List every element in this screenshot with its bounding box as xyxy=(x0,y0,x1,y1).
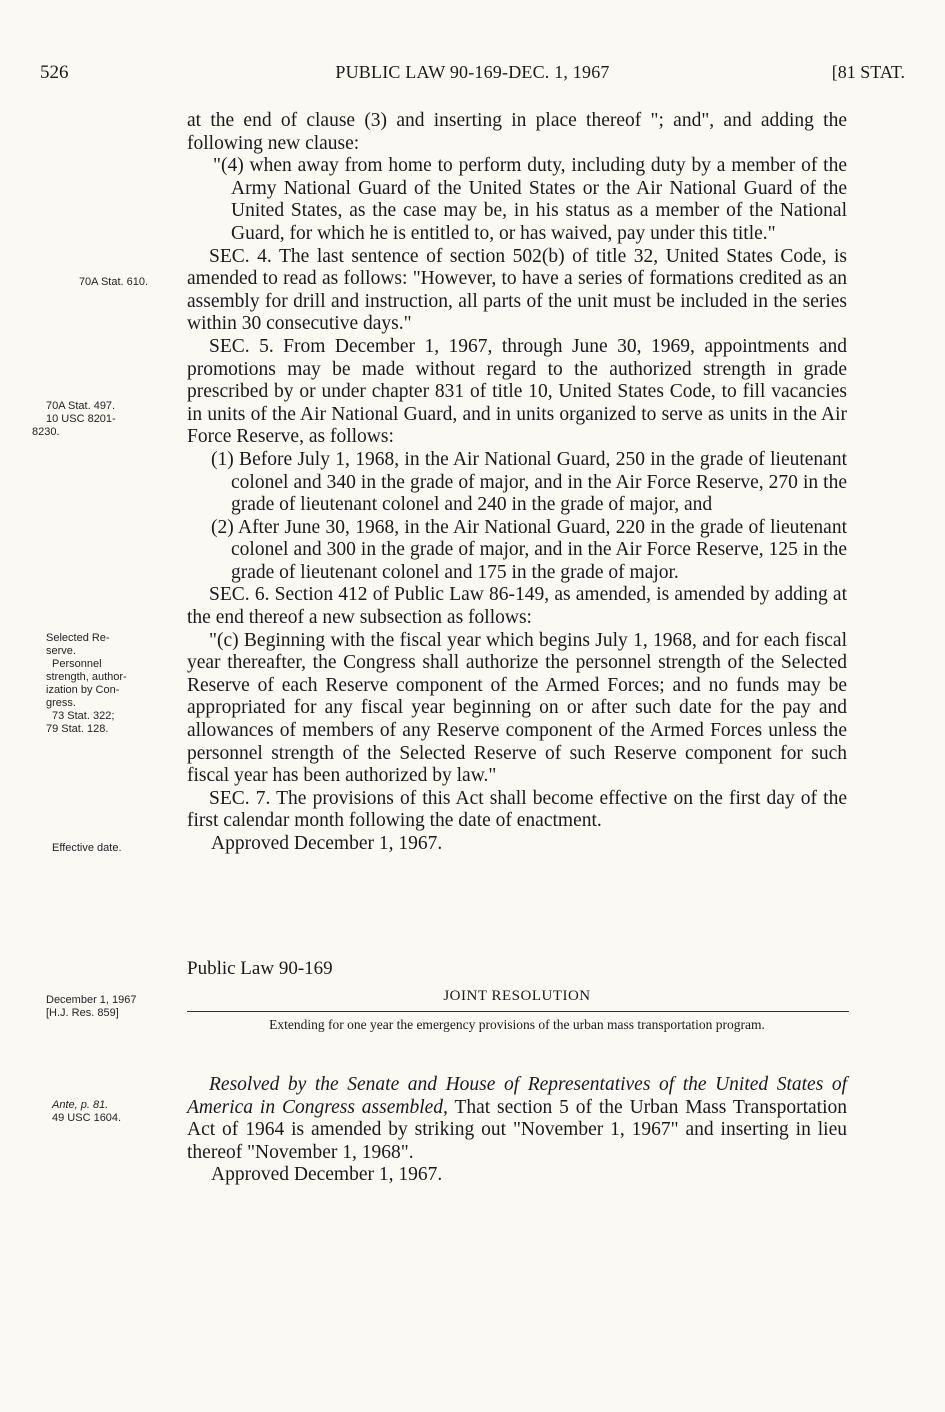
approved-date-1: Approved December 1, 1967. xyxy=(211,833,443,854)
divider-rule xyxy=(187,1011,849,1012)
page-header xyxy=(40,62,905,92)
section-5: SEC. 5. From December 1, 1967, through June 30, 1969, appointments and promotions may be made without regard to the authorized strength in grade prescribed by or under chapter 831 of title 10, United States Code, to fill vacancies in units of the Air National Guard, and in units organized to serve as units in the Air Force Reserve, as follows: xyxy=(187,335,847,448)
clause-1: (1) Before July 1, 1968, in the Air National Guard, 250 in the grade of lieutenant colonel and 340 in the grade of major, and in the Air Force Reserve, 270 in the grade of lieutenant colonel and 240 in the grade of major, and xyxy=(211,448,847,516)
margin-note-date: December 1, 1967 [H.J. Res. 859] xyxy=(46,994,137,1019)
margin-note-effective-date: Effective date. xyxy=(52,842,122,854)
main-text xyxy=(187,110,847,856)
margin-note-70a-497: 70A Stat. 497. 10 USC 8201- 8230. xyxy=(32,400,116,438)
paragraph-intro: at the end of clause (3) and inserting in place thereof "; and", and adding the following new clause: xyxy=(187,110,847,154)
enacting-clause: Resolved by the Senate and House of Representatives of the United States of America in Congress assembled, xyxy=(187,1074,847,1118)
joint-resolution-title: JOINT RESOLUTION xyxy=(443,988,591,1004)
section-7: SEC. 7. The provisions of this Act shall become effective on the first day of the first calendar month following the date of enactment. xyxy=(187,787,847,832)
approved-date-2: Approved December 1, 1967. xyxy=(211,1164,443,1186)
resolved-clause xyxy=(187,1074,847,1164)
clause-4: "(4) when away from home to perform duty, including duty by a member of the Army National Guard of the United States or the Air National Guard of the United States, as the case may be, in his status as a member of the National Guard, for which he is entitled to, or has waived, pay under this title." xyxy=(213,155,847,244)
clause-2: (2) After June 30, 1968, in the Air National Guard, 220 in the grade of lieutenant colonel and 300 in the grade of major, and in the Air Force Reserve, 125 in the grade of lieutenant colonel and 175 in the grade of major. xyxy=(211,516,847,583)
public-law-block xyxy=(187,958,847,1005)
margin-note-70a-610: 70A Stat. 610. xyxy=(78,276,149,288)
volume-reference: [81 STAT. xyxy=(831,62,905,82)
section-4: SEC. 4. The last sentence of section 502(b) of title 32, United States Code, is amended to read as follows: "However, to have a series of formations credited as an assembly for drill and instruction, all parts of the unit must be included in the series within 30 consecutive days." xyxy=(187,245,847,335)
resolution-text: That section 5 of the Urban Mass Transportation Act of 1964 is amended by striking out "November 1, 1967" and inserting in lieu thereof "November 1, 1968". xyxy=(187,1096,847,1163)
subsection-c: "(c) Beginning with the fiscal year which begins July 1, 1968, and for each fiscal year thereafter, the Congress shall authorize the personnel strength of the Selected Reserve of each Reserve component of the Armed Forces; and no funds may be appropriated for any fiscal year beginning on or after such date for the pay and allowances of members of any Reserve component of the Armed Forces unless the personnel strength of the Selected Reserve of such Reserve component for such fiscal year has been authorized by law." xyxy=(187,629,847,787)
purpose-block xyxy=(187,1016,847,1033)
page-number: 526 xyxy=(40,62,69,83)
section-6: SEC. 6. Section 412 of Public Law 86-149, as amended, is amended by adding at the end thereof a new subsection as follows: xyxy=(187,584,847,629)
resolution-purpose: Extending for one year the emergency provisions of the urban mass transportation program. xyxy=(269,1017,765,1032)
margin-note-selected-reserve: Selected Re- serve. Personnel strength, author- ization by Con- gress. 73 Stat. 322; 79 Stat. 128. xyxy=(46,632,127,735)
law-heading: Public Law 90-169 xyxy=(187,958,333,979)
margin-note-ante: Ante, p. 81. 49 USC 1604. xyxy=(52,1099,122,1124)
resolution-body xyxy=(187,1074,847,1187)
running-title: PUBLIC LAW 90-169-DEC. 1, 1967 xyxy=(335,62,610,82)
